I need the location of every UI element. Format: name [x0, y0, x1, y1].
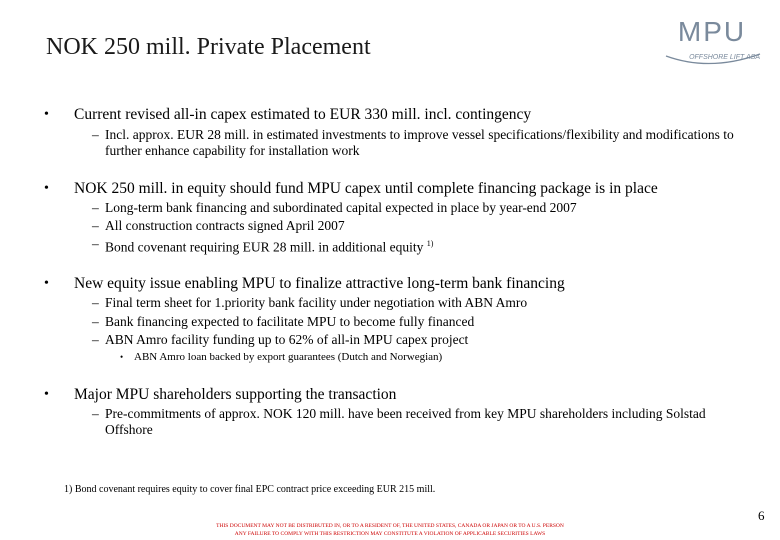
- bullet-dot-icon: •: [44, 181, 49, 196]
- sub-bullet-text: ABN Amro facility funding up to 62% of all-in MPU capex project: [105, 332, 469, 347]
- mpu-logo: [660, 14, 764, 76]
- bullet-text: Major MPU shareholders supporting the transaction: [74, 386, 397, 403]
- sub-bullet-text: All construction contracts signed April 2007: [105, 218, 345, 233]
- bullet-dot-icon: •: [44, 276, 49, 291]
- bullet-dot-icon: •: [44, 107, 49, 122]
- bullet-dot-icon: •: [44, 387, 49, 402]
- dash-icon: –: [92, 236, 99, 251]
- disclaimer: [150, 522, 630, 538]
- logo-text: MPU: [677, 16, 747, 47]
- sub-bullet-text: [105, 236, 745, 255]
- sub-bullet-text: Final term sheet for 1.priority bank facility under negotiation with ABN Amro: [105, 295, 528, 310]
- sub-bullet-text-main: Bond covenant requiring EUR 28 mill. in additional equity: [105, 239, 424, 255]
- dash-icon: –: [92, 314, 99, 329]
- dash-icon: –: [92, 200, 99, 215]
- sub-bullet-text: Bank financing expected to facilitate MPU to become fully financed: [105, 314, 475, 329]
- bullet-text: Current revised all-in capex estimated to EUR 330 mill. incl. contingency: [74, 106, 532, 123]
- sub-bullet-text: Incl. approx. EUR 28 mill. in estimated investments to improve vessel specifications/flexibility and modifications to further enhance capability for installation work: [105, 127, 734, 158]
- dash-icon: –: [92, 406, 99, 421]
- slide-title: NOK 250 mill. Private Placement: [46, 34, 371, 60]
- disclaimer-line-2: ANY FAILURE TO COMPLY WITH THIS RESTRICTION MAY CONSTITUTE A VIOLATION OF APPLICABLE SECURITIES LAWS: [234, 531, 546, 537]
- sub-sub-bullet-text: ABN Amro loan backed by export guarantees (Dutch and Norwegian): [134, 351, 443, 363]
- disclaimer-line-1: THIS DOCUMENT MAY NOT BE DISTRIBUTED IN, OR TO A RESIDENT OF, THE UNITED STATES, CANADA OR JAPAN OR TO A U.S. PERSON: [216, 523, 564, 529]
- dash-icon: –: [92, 218, 99, 233]
- bullet-dot-icon: •: [120, 352, 124, 362]
- bullet-text: NOK 250 mill. in equity should fund MPU capex until complete financing package is in place: [74, 180, 658, 197]
- footnote: 1) Bond covenant requires equity to cover final EPC contract price exceeding EUR 215 mill.: [64, 484, 436, 495]
- dash-icon: –: [92, 332, 99, 347]
- bullet-text: New equity issue enabling MPU to finalize attractive long-term bank financing: [74, 275, 565, 292]
- dash-icon: –: [92, 127, 99, 142]
- logo-subtitle: OFFSHORE LIFT ASA: [689, 54, 760, 61]
- page-number: 6: [758, 508, 765, 523]
- sub-bullet-text: Pre-commitments of approx. NOK 120 mill. have been received from key MPU shareholders including Solstad Offshore: [105, 406, 706, 437]
- footnote-ref: 1): [426, 239, 434, 248]
- sub-bullet-text: Long-term bank financing and subordinated capital expected in place by year-end 2007: [105, 200, 577, 215]
- dash-icon: –: [92, 295, 99, 310]
